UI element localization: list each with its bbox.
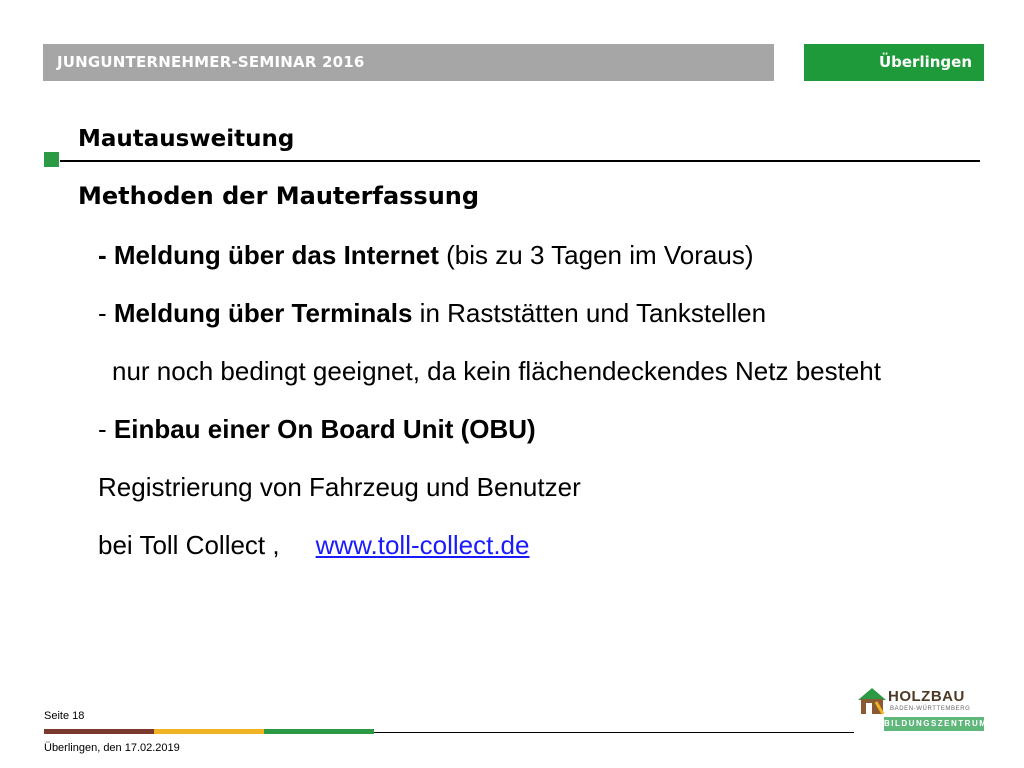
house-logo-icon (856, 686, 890, 716)
text-span: bei Toll Collect , (98, 530, 280, 560)
page-number: Seite 18 (44, 710, 85, 722)
content-line (98, 240, 754, 271)
content-line (78, 182, 479, 210)
toll-collect-link[interactable]: www.toll-collect.de (315, 530, 530, 560)
content-line (98, 298, 766, 329)
bold-text: Methoden der Mauterfassung (78, 182, 480, 210)
footer-stripe-yellow (154, 729, 264, 734)
content-line (112, 356, 881, 387)
footer-rule (374, 732, 854, 733)
footer-date: Überlingen, den 17.02.2019 (44, 742, 180, 754)
slide-title: Mautausweitung (78, 126, 295, 152)
text-span: in Raststätten und Tankstellen (412, 298, 767, 328)
bold-text: Meldung über Terminals (113, 298, 413, 328)
content-line (98, 472, 581, 503)
bold-text: - Meldung über das Internet (98, 240, 439, 270)
seminar-title: JUNGUNTERNEHMER-SEMINAR 2016 (57, 53, 365, 71)
title-underline (60, 160, 980, 162)
location-badge (804, 44, 984, 81)
holzbau-logo (856, 686, 986, 736)
footer-stripe-brown (44, 729, 154, 734)
logo-subtitle: BADEN-WÜRTTEMBERG (890, 706, 971, 712)
text-span: Registrierung von Fahrzeug und Benutzer (98, 472, 581, 502)
seminar-title-bar (43, 44, 774, 81)
bold-text: Einbau einer On Board Unit (OBU) (113, 414, 536, 444)
text-span: nur noch bedingt geeignet, da kein flächendeckendes Netz besteht (112, 356, 881, 386)
content-line (98, 530, 529, 561)
text-span: - (98, 414, 114, 444)
footer-stripe-green (264, 729, 374, 734)
title-bullet-square (44, 152, 59, 167)
text-span: (bis zu 3 Tagen im Voraus) (438, 240, 754, 270)
location-label: Überlingen (878, 53, 972, 71)
content-line (98, 414, 536, 445)
text-span: - (98, 298, 114, 328)
logo-name: HOLZBAU (888, 688, 965, 705)
logo-bar: BILDUNGSZENTRUM (884, 717, 984, 731)
